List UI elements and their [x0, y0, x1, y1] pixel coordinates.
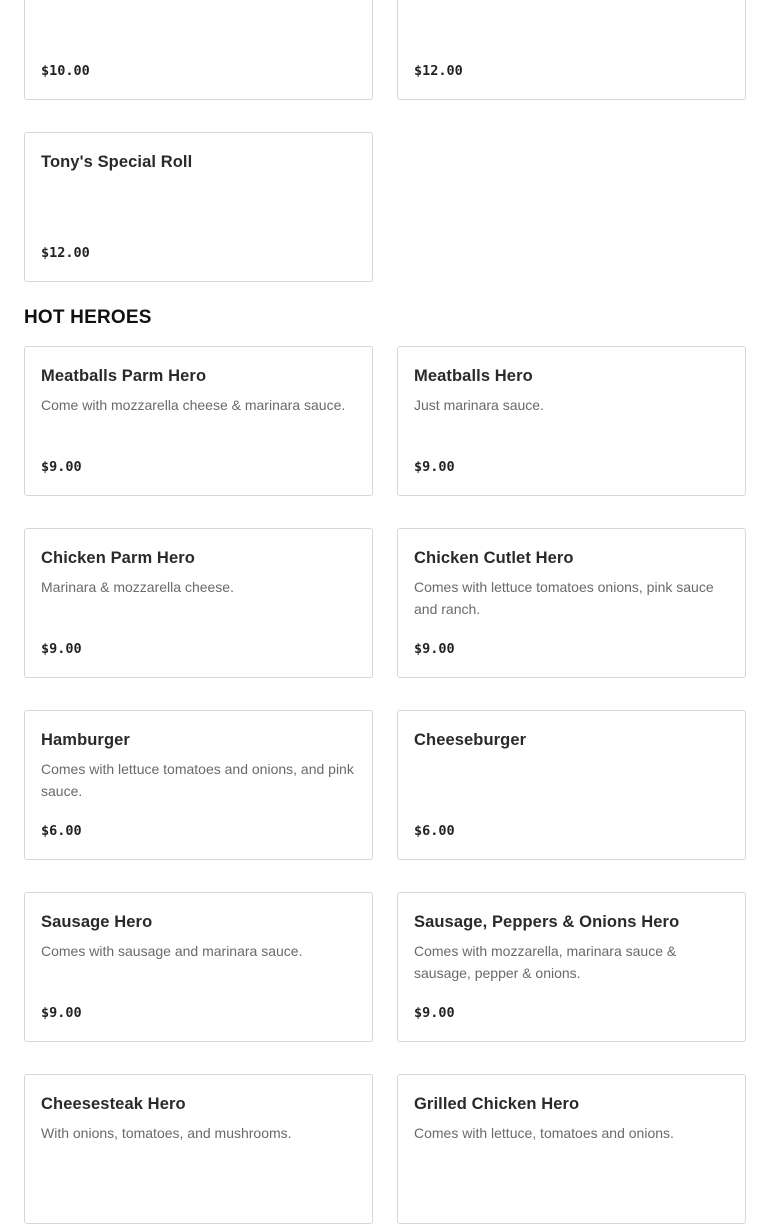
- menu-page: [24, 0, 746, 1224]
- menu-item-description: Marinara & mozzarella cheese.: [41, 579, 234, 595]
- menu-item-name: Chicken Parm Hero: [41, 549, 195, 567]
- menu-item-price: $12.00: [41, 245, 90, 261]
- menu-item-card-sausage-peppers-onions-hero[interactable]: [397, 892, 746, 1042]
- menu-item-name: Chicken Cutlet Hero: [414, 549, 574, 567]
- menu-item-name: Cheesesteak Hero: [41, 1095, 186, 1113]
- menu-item-card-tonys-special-roll[interactable]: [24, 132, 373, 282]
- menu-item-card-grilled-chicken-hero[interactable]: [397, 1074, 746, 1224]
- menu-item-name: Hamburger: [41, 731, 130, 749]
- menu-item-price: $9.00: [41, 459, 82, 475]
- menu-item-description: Comes with lettuce tomatoes onions, pink sauce and ranch.: [414, 579, 714, 617]
- menu-item-name: Tony's Special Roll: [41, 153, 193, 171]
- menu-item-name: Sausage, Peppers & Onions Hero: [414, 913, 680, 931]
- menu-item-description: Just marinara sauce.: [414, 397, 544, 413]
- menu-item-description: With onions, tomatoes, and mushrooms.: [41, 1125, 292, 1141]
- menu-item-name: Meatballs Parm Hero: [41, 367, 207, 385]
- menu-item-price: $12.00: [414, 63, 463, 79]
- menu-item-card-chicken-cutlet-hero[interactable]: [397, 528, 746, 678]
- menu-item-price: $9.00: [414, 641, 455, 657]
- menu-item-price: $6.00: [414, 823, 455, 839]
- menu-grid-hot-heroes: [24, 346, 746, 1224]
- menu-item-card-chicken-parm-hero[interactable]: [24, 528, 373, 678]
- menu-item-description: Comes with mozzarella, marinara sauce & sausage, pepper & onions.: [414, 943, 677, 981]
- menu-item-card-sausage-hero[interactable]: [24, 892, 373, 1042]
- menu-item-card-hamburger[interactable]: [24, 710, 373, 860]
- menu-item-description: Comes with lettuce tomatoes and onions, and pink sauce.: [41, 761, 354, 799]
- menu-item-card[interactable]: [397, 0, 746, 100]
- menu-item-name: Meatballs Hero: [414, 367, 533, 385]
- menu-item-description: Comes with sausage and marinara sauce.: [41, 943, 303, 959]
- menu-item-price: $9.00: [414, 1005, 455, 1021]
- menu-item-price: $10.00: [41, 63, 90, 79]
- menu-item-card[interactable]: [24, 0, 373, 100]
- menu-item-card-meatballs-parm-hero[interactable]: [24, 346, 373, 496]
- menu-item-card-cheesesteak-hero[interactable]: [24, 1074, 373, 1224]
- menu-grid-previous-section: [24, 0, 746, 282]
- menu-item-price: $9.00: [414, 459, 455, 475]
- section-title-hot-heroes: HOT HEROES: [24, 307, 152, 328]
- menu-item-description: Comes with lettuce, tomatoes and onions.: [414, 1125, 674, 1141]
- menu-item-name: Grilled Chicken Hero: [414, 1095, 580, 1113]
- empty-grid-cell: [397, 132, 746, 282]
- menu-item-card-cheeseburger[interactable]: [397, 710, 746, 860]
- menu-item-name: Sausage Hero: [41, 913, 153, 931]
- menu-item-price: $9.00: [41, 1005, 82, 1021]
- menu-item-card-meatballs-hero[interactable]: [397, 346, 746, 496]
- menu-item-price: $9.00: [41, 641, 82, 657]
- menu-item-price: $6.00: [41, 823, 82, 839]
- menu-item-description: Come with mozzarella cheese & marinara sauce.: [41, 397, 346, 413]
- menu-item-name: Cheeseburger: [414, 731, 527, 749]
